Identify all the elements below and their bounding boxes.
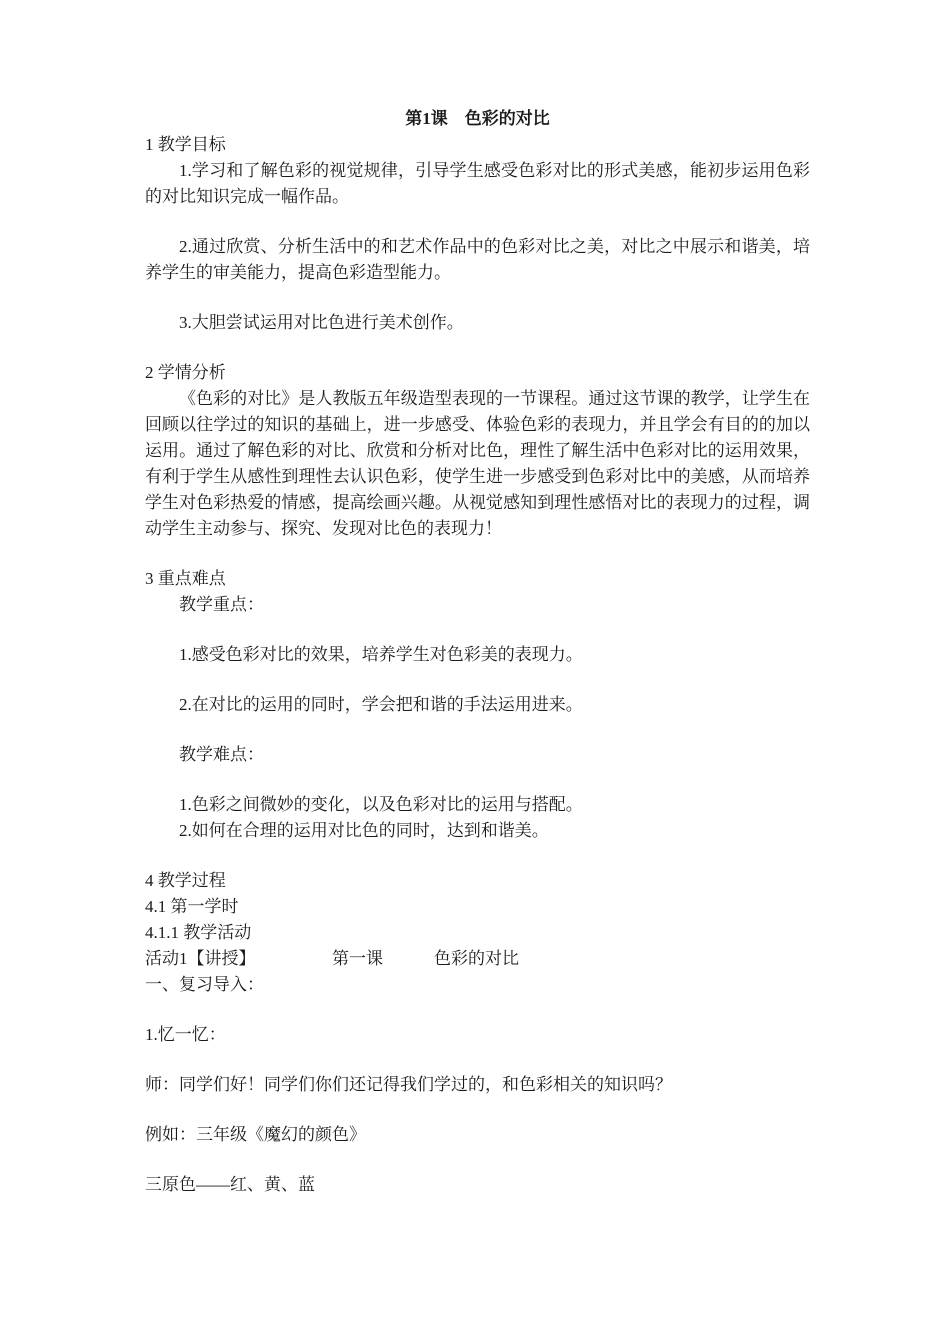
process-line: 三原色——红、黄、蓝 xyxy=(145,1175,315,1194)
process-line: 师：同学们好！同学们你们还记得我们学过的，和色彩相关的知识吗？ xyxy=(145,1075,672,1094)
focus-item: 1.感受色彩对比的效果，培养学生对色彩美的表现力。 xyxy=(179,645,583,664)
section-heading-analysis: 2 学情分析 xyxy=(145,363,226,382)
difficulty-item: 2.如何在合理的运用对比色的同时，达到和谐美。 xyxy=(179,821,549,840)
difficulty-item: 1.色彩之间微妙的变化，以及色彩对比的运用与搭配。 xyxy=(179,795,583,814)
process-period: 4.1 第一学时 xyxy=(145,897,239,916)
document-title: 第1课 色彩的对比 xyxy=(405,109,550,128)
process-line: 1.忆一忆： xyxy=(145,1025,226,1044)
section-heading-key-points: 3 重点难点 xyxy=(145,569,226,588)
process-activity-line: 活动1【讲授】 第一课 色彩的对比 xyxy=(145,949,519,968)
objective-item: 1.学习和了解色彩的视觉规律，引导学生感受色彩对比的形式美感，能初步运用色彩的对比知识完成一幅作品。 xyxy=(145,161,810,206)
difficulty-label: 教学难点： xyxy=(179,745,264,764)
section-heading-objectives: 1 教学目标 xyxy=(145,135,226,154)
process-line: 例如：三年级《魔幻的颜色》 xyxy=(145,1125,366,1144)
process-activity-heading: 4.1.1 教学活动 xyxy=(145,923,252,942)
section-heading-process: 4 教学过程 xyxy=(145,871,226,890)
focus-label: 教学重点： xyxy=(179,595,264,614)
analysis-body: 《色彩的对比》是人教版五年级造型表现的一节课程。通过这节课的教学，让学生在回顾以往学过的知识的基础上，进一步感受、体验色彩的表现力，并且学会有目的的加以运用。通过了解色彩的对比、欣赏和分析对比色，理性了解生活中色彩对比的运用效果，有利于学生从感性到理性去认识色彩，使学生进一步感受到色彩对比中的美感，从而培养学生对色彩热爱的情感，提高绘画兴趣。从视觉感知到理性感悟对比的表现力的过程，调动学生主动参与、探究、发现对比色的表现力！ xyxy=(145,389,810,538)
process-line: 一、复习导入： xyxy=(145,975,264,994)
objective-item: 2.通过欣赏、分析生活中的和艺术作品中的色彩对比之美，对比之中展示和谐美，培养学生的审美能力，提高色彩造型能力。 xyxy=(145,237,810,282)
focus-item: 2.在对比的运用的同时，学会把和谐的手法运用进来。 xyxy=(179,695,583,714)
objective-item: 3.大胆尝试运用对比色进行美术创作。 xyxy=(179,313,464,332)
